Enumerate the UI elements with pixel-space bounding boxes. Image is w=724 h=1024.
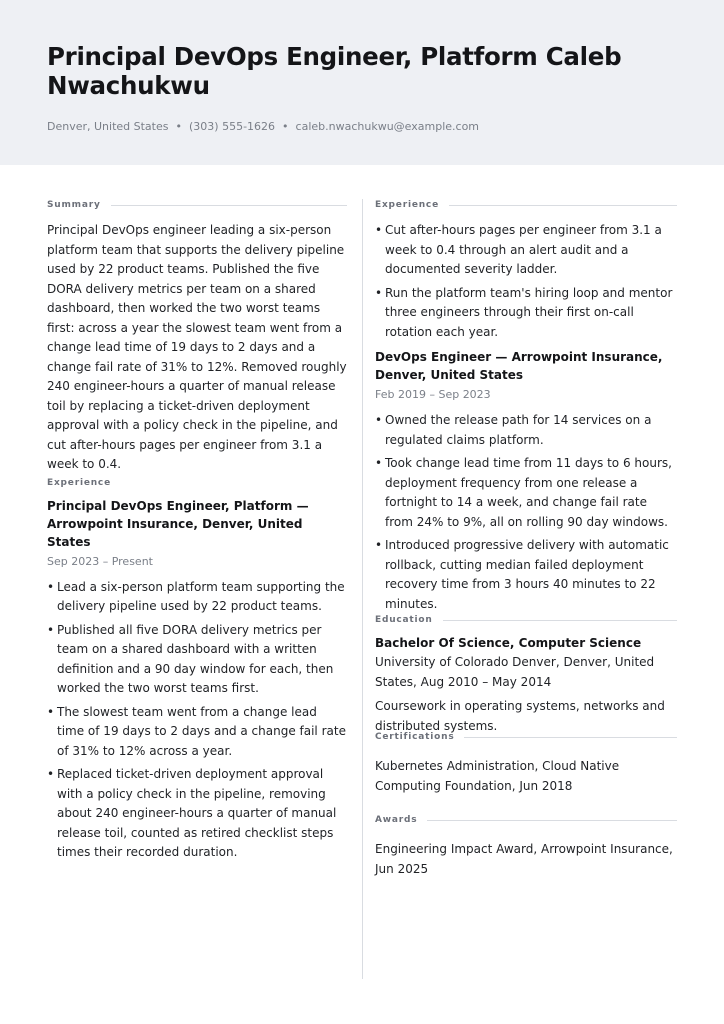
certifications-section	[375, 731, 677, 796]
bullet-text: Introduced progressive delivery with automatic rollback, cutting median failed deployment recovery time from 3 hours 40 minutes to 22 minutes.	[385, 538, 669, 611]
section-rule	[464, 737, 677, 738]
degree: Bachelor Of Science, Computer Science	[375, 636, 642, 650]
experience-heading: Experience	[375, 200, 439, 210]
section-rule	[449, 205, 677, 206]
awards-heading: Awards	[375, 815, 418, 825]
list-item	[47, 578, 347, 617]
bullet-icon: •	[47, 579, 55, 594]
contact-separator: •	[282, 120, 289, 133]
job-title: Principal DevOps Engineer, Platform — Arrowpoint Insurance, Denver, United States	[47, 498, 309, 549]
column-divider	[362, 199, 363, 979]
bullet-text: Cut after-hours pages per engineer from 3.1 a week to 0.4 through an alert audit and a documented severity ladder.	[385, 223, 662, 276]
experience-section-right	[375, 199, 677, 614]
contact-location: Denver, United States	[47, 120, 169, 133]
job-bullets	[375, 411, 677, 614]
education-heading: Education	[375, 615, 433, 625]
job-bullets	[375, 221, 677, 342]
education-section	[375, 614, 677, 736]
section-heading	[375, 814, 677, 826]
resume-header	[0, 0, 724, 165]
bullet-icon: •	[375, 456, 383, 470]
certifications-heading: Certifications	[375, 732, 455, 742]
summary-text: Principal DevOps engineer leading a six-person platform team that supports the delivery pipeline used by 22 product teams. Published the five DORA delivery metrics per team on a shared dashboard, then worked the two worst teams first: across a year the slowest team went from a change lead time of 19 days to 2 days and a change fail rate of 31% to 12%. Removed roughly 240 engineer-hours a quarter of manual release toil by replacing a ticket-driven deployment approval with a policy check in the pipeline, and cut after-hours pages per engineer from 3.1 a week to 0.4.	[47, 223, 347, 471]
bullet-icon: •	[47, 767, 55, 781]
section-heading	[375, 614, 677, 626]
summary-heading: Summary	[47, 200, 101, 210]
bullet-text: Replaced ticket-driven deployment approval with a policy check in the pipeline, removing about 240 engineer-hours a quarter of manual release toil, counted as retired checklist steps times their recorded duration.	[57, 767, 337, 859]
list-item	[375, 221, 677, 280]
award-item: Engineering Impact Award, Arrowpoint Insurance, Jun 2025	[375, 842, 673, 876]
section-heading	[47, 477, 347, 489]
bullet-icon: •	[375, 285, 383, 300]
list-item	[375, 536, 677, 614]
bullet-icon: •	[47, 622, 55, 637]
list-item	[47, 765, 347, 863]
experience-heading: Experience	[47, 477, 111, 488]
section-heading	[375, 199, 677, 211]
bullet-text: Owned the release path for 14 services on a regulated claims platform.	[385, 413, 652, 447]
section-rule	[443, 620, 677, 621]
bullet-icon: •	[375, 413, 383, 427]
list-item	[375, 411, 677, 450]
section-heading	[375, 731, 677, 743]
left-column	[47, 199, 347, 867]
coursework: Coursework in operating systems, networks and distributed systems.	[375, 699, 665, 733]
contact-separator: •	[175, 120, 182, 133]
job-dates: Feb 2019 – Sep 2023	[375, 388, 491, 401]
school: University of Colorado Denver, Denver, United States, Aug 2010 – May 2014	[375, 655, 655, 689]
job-dates: Sep 2023 – Present	[47, 554, 153, 568]
contact-phone: (303) 555-1626	[189, 120, 276, 133]
list-item	[47, 621, 347, 699]
bullet-text: Lead a six-person platform team supporting the delivery pipeline used by 22 product teams.	[57, 579, 345, 613]
contact-line	[47, 120, 479, 133]
section-heading	[47, 199, 347, 211]
bullet-text: Run the platform team's hiring loop and mentor three engineers through their first on-call rotation each year.	[385, 285, 673, 339]
summary-section	[47, 199, 347, 475]
bullet-text: Published all five DORA delivery metrics per team on a shared dashboard with a written definition and a 90 day window for each, then worked the two worst teams first.	[57, 622, 334, 695]
job-title: DevOps Engineer — Arrowpoint Insurance, Denver, United States	[375, 350, 663, 382]
bullet-icon: •	[47, 704, 55, 719]
bullet-text: Took change lead time from 11 days to 6 hours, deployment frequency from one release a fortnight to 14 a week, and change fail rate from 24% to 9%, all on rolling 90 day windows.	[385, 456, 672, 529]
experience-section-left	[47, 477, 347, 863]
list-item	[47, 703, 347, 762]
list-item	[375, 454, 677, 532]
certification-item: Kubernetes Administration, Cloud Native Computing Foundation, Jun 2018	[375, 759, 620, 793]
job-bullets	[47, 578, 347, 863]
bullet-text: The slowest team went from a change lead time of 19 days to 2 days and a change fail rate of 31% to 12% across a year.	[57, 704, 346, 758]
bullet-icon: •	[375, 538, 383, 552]
contact-email: caleb.nwachukwu@example.com	[295, 120, 480, 133]
section-rule	[427, 820, 677, 821]
awards-section	[375, 814, 677, 879]
section-rule	[111, 205, 347, 206]
candidate-name: Principal DevOps Engineer, Platform Caleb Nwachukwu	[47, 42, 622, 100]
right-column	[375, 199, 677, 879]
bullet-icon: •	[375, 223, 383, 237]
list-item	[375, 284, 677, 343]
